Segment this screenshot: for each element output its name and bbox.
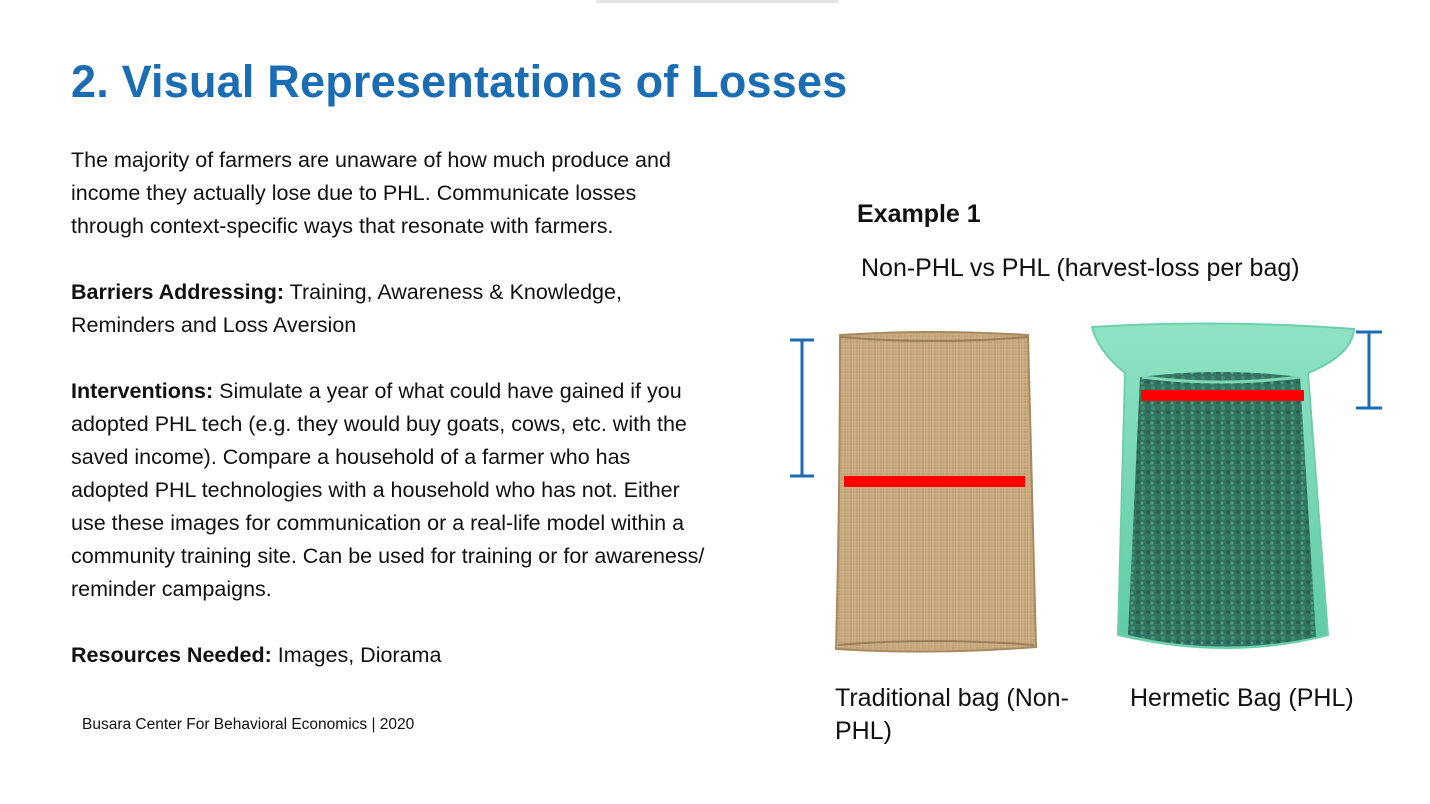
hermetic-bag-image [1092, 323, 1354, 648]
interventions-text: Simulate a year of what could have gained if you adopted PHL tech (e.g. they would buy goats, cows, etc. with the saved income). Compare a household of a farmer who has adopted PHL technologies with a household who has not. Either use these images for communication or a real-life model within a community training site. Can be used for training or for awareness/ reminder campaigns. [71, 379, 705, 601]
intro-paragraph: The majority of farmers are unaware of how much produce and income they actually lose due to PHL. Communicate losses through context-specific ways that resonate with farmers. [71, 148, 671, 238]
loss-line-traditional [844, 476, 1025, 487]
interventions-paragraph [71, 375, 711, 606]
loss-line-hermetic [1141, 390, 1304, 401]
traditional-bag-caption: Traditional bag (Non-PHL) [835, 684, 1069, 745]
traditional-bag-image [836, 332, 1036, 652]
barriers-paragraph [71, 276, 711, 342]
body-text [71, 144, 711, 672]
resources-text: Images, Diorama [271, 643, 442, 667]
loss-bracket-right [1356, 332, 1382, 408]
top-bar [596, 0, 838, 3]
footer-credit: Busara Center For Behavioral Economics | 2020 [82, 716, 415, 733]
barriers-label: Barriers Addressing: [71, 280, 285, 304]
loss-bracket-left [790, 340, 814, 476]
example-title: Example 1 [857, 200, 981, 228]
resources-paragraph [71, 639, 711, 672]
page-title: 2. Visual Representations of Losses [71, 56, 848, 107]
interventions-label: Interventions: [71, 379, 214, 403]
barriers-text: Training, Awareness & Knowledge, Reminders and Loss Aversion [71, 280, 622, 337]
hermetic-bag-caption: Hermetic Bag (PHL) [1130, 684, 1354, 712]
bags-illustration [780, 315, 1400, 665]
example-subtitle: Non-PHL vs PHL (harvest-loss per bag) [861, 254, 1300, 282]
resources-label: Resources Needed: [71, 643, 272, 667]
